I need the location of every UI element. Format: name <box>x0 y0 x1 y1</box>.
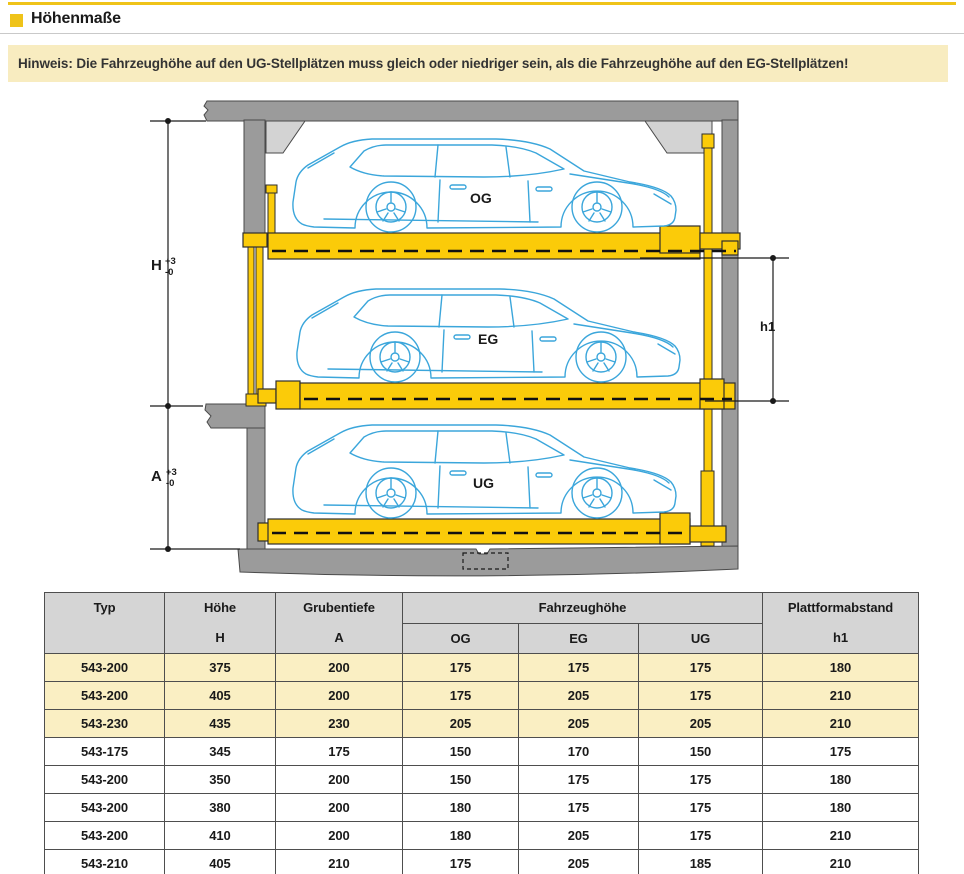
cell-grubentiefe: 200 <box>276 766 403 794</box>
cell-ug: 175 <box>639 654 763 682</box>
cell-eg: 205 <box>519 850 639 874</box>
cell-og: 175 <box>403 654 519 682</box>
cell-h1: 180 <box>763 766 919 794</box>
cell-typ: 543-230 <box>45 710 165 738</box>
cell-hoehe: 380 <box>165 794 276 822</box>
level-label-eg: EG <box>478 331 499 347</box>
cell-eg: 170 <box>519 738 639 766</box>
table-row <box>45 766 919 794</box>
cell-og: 180 <box>403 822 519 850</box>
cell-ug: 175 <box>639 794 763 822</box>
cell-og: 150 <box>403 766 519 794</box>
cell-ug: 175 <box>639 682 763 710</box>
pit-floor <box>238 546 738 576</box>
dim-label-H: H +3 -0 <box>151 256 176 278</box>
cell-hoehe: 350 <box>165 766 276 794</box>
cell-typ: 543-175 <box>45 738 165 766</box>
table-row <box>45 710 919 738</box>
platform-og <box>243 226 740 259</box>
cell-grubentiefe: 230 <box>276 710 403 738</box>
cell-h1: 210 <box>763 682 919 710</box>
platform-ug <box>258 513 726 544</box>
left-haunch-wedge <box>266 121 305 153</box>
cell-grubentiefe: 200 <box>276 794 403 822</box>
left-short-post <box>268 189 275 235</box>
col-header-ug: UG <box>639 624 763 654</box>
left-short-post-cap <box>266 185 277 193</box>
cell-h1: 210 <box>763 822 919 850</box>
cell-ug: 175 <box>639 766 763 794</box>
top-accent-line <box>8 2 956 5</box>
cell-hoehe: 405 <box>165 682 276 710</box>
col-header-og: OG <box>403 624 519 654</box>
table-row <box>45 850 919 874</box>
cell-grubentiefe: 175 <box>276 738 403 766</box>
cell-eg: 205 <box>519 710 639 738</box>
hint-banner <box>8 45 948 82</box>
dim-label-h1: h1 <box>760 319 776 334</box>
col-header-fahrzeughoehe: Fahrzeughöhe <box>403 593 763 624</box>
cell-h1: 175 <box>763 738 919 766</box>
spec-table <box>44 592 919 874</box>
car-ug <box>293 425 676 518</box>
cell-hoehe: 375 <box>165 654 276 682</box>
left-upper-wall <box>244 120 265 233</box>
right-post-cap <box>702 134 714 148</box>
cell-typ: 543-210 <box>45 850 165 874</box>
col-header-grubentiefe: Grubentiefe A <box>276 593 403 654</box>
cell-typ: 543-200 <box>45 794 165 822</box>
col-header-eg: EG <box>519 624 639 654</box>
cell-og: 205 <box>403 710 519 738</box>
cell-typ: 543-200 <box>45 766 165 794</box>
left-column-strip-1 <box>248 233 254 404</box>
cell-h1: 210 <box>763 710 919 738</box>
title-bullet-icon <box>10 14 23 27</box>
dim-label-A: A +3 -0 <box>151 467 177 489</box>
col-header-typ: Typ <box>45 593 165 654</box>
cell-eg: 205 <box>519 682 639 710</box>
cell-h1: 180 <box>763 794 919 822</box>
cell-grubentiefe: 200 <box>276 654 403 682</box>
left-ground-ledge <box>205 404 265 428</box>
cell-typ: 543-200 <box>45 682 165 710</box>
spec-table-header <box>45 593 919 654</box>
right-wall <box>722 120 738 568</box>
cell-hoehe: 410 <box>165 822 276 850</box>
cell-og: 175 <box>403 682 519 710</box>
cell-grubentiefe: 210 <box>276 850 403 874</box>
car-og <box>293 139 676 232</box>
cell-eg: 175 <box>519 766 639 794</box>
col-header-hoehe: Höhe H <box>165 593 276 654</box>
table-row <box>45 654 919 682</box>
cell-hoehe: 405 <box>165 850 276 874</box>
page-title: Höhenmaße <box>31 10 121 27</box>
cell-og: 150 <box>403 738 519 766</box>
level-label-og: OG <box>470 190 492 206</box>
section-diagram <box>0 88 964 590</box>
cell-eg: 175 <box>519 794 639 822</box>
cell-eg: 205 <box>519 822 639 850</box>
level-label-ug: UG <box>473 475 494 491</box>
cell-hoehe: 345 <box>165 738 276 766</box>
cell-grubentiefe: 200 <box>276 682 403 710</box>
title-rule <box>0 33 964 34</box>
cell-h1: 210 <box>763 850 919 874</box>
cell-ug: 205 <box>639 710 763 738</box>
cell-og: 180 <box>403 794 519 822</box>
cell-grubentiefe: 200 <box>276 822 403 850</box>
spec-table-body <box>45 654 919 874</box>
cell-ug: 150 <box>639 738 763 766</box>
cell-og: 175 <box>403 850 519 874</box>
cell-h1: 180 <box>763 654 919 682</box>
cell-hoehe: 435 <box>165 710 276 738</box>
table-row <box>45 738 919 766</box>
left-column-strip-2 <box>256 233 263 404</box>
table-row <box>45 822 919 850</box>
table-row <box>45 682 919 710</box>
cell-typ: 543-200 <box>45 654 165 682</box>
col-header-plattformabstand: Plattformabstand h1 <box>763 593 919 654</box>
table-row <box>45 794 919 822</box>
cell-ug: 185 <box>639 850 763 874</box>
hint-text: Hinweis: Die Fahrzeughöhe auf den UG-Stellplätzen muss gleich oder niedriger sein, als die Fahrzeughöhe auf den EG-Stellplätzen! <box>18 56 849 71</box>
cell-eg: 175 <box>519 654 639 682</box>
platform-eg <box>258 379 735 409</box>
ceiling-slab <box>204 101 738 121</box>
cell-ug: 175 <box>639 822 763 850</box>
cell-typ: 543-200 <box>45 822 165 850</box>
